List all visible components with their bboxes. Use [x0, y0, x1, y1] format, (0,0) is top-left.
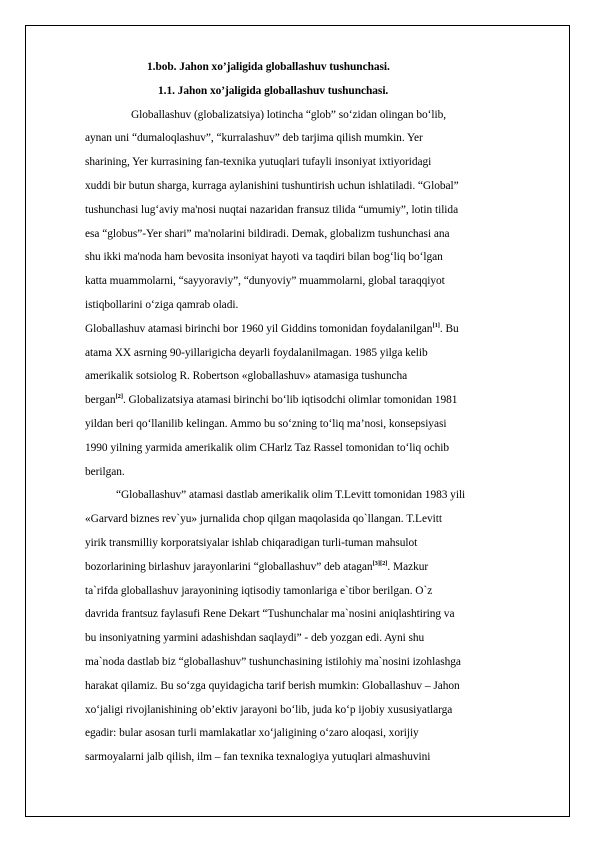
- paragraph-line: ma`noda dastlab biz “globallashuv” tushunchasining istilohiy ma`nosini izohlashga: [85, 655, 461, 668]
- paragraph-line: bu insoniyatning yarmini adashishdan saqlaydi” - deb yozgan edi. Ayni shu: [85, 632, 425, 645]
- section-title: 1.1. Jahon xo’jaligida globallashuv tushunchasi.: [158, 84, 389, 97]
- paragraph-text: bergan: [85, 394, 116, 407]
- footnote-ref-2[interactable]: [2]: [115, 393, 123, 401]
- paragraph-text: bozorlarining birlashuv jarayonlarini “globallashuv” deb atagan: [85, 560, 373, 573]
- paragraph-line: amerikalik sotsiolog R. Robertson «globallashuv» atamasiga tushuncha: [85, 370, 408, 383]
- paragraph-line: xuddi bir butun sharga, kurraga aylanishini tushuntirish uchun ishlatiladi. “Global”: [85, 179, 459, 192]
- paragraph-line: tushunchasi lug‘aviy ma'nosi nuqtai nazaridan fransuz tilida “umumiy”, lotin tilida: [85, 203, 459, 216]
- paragraph-line: atama XX asrning 90-yillarigicha deyarli foydalanilmagan. 1985 yilga kelib: [85, 346, 428, 359]
- paragraph-line: katta muammolarni, “sayyoraviy”, “dunyoviy” muammolarni, global taraqqiyot: [85, 275, 445, 288]
- paragraph-text: . Globalizatsiya atamasi birinchi bo‘lib iqtisodchi olimlar tomonidan 1981: [122, 394, 458, 407]
- paragraph-line: esa “globus”-Yer shari” ma'nolarini bildiradi. Demak, globalizm tushunchasi ana: [85, 227, 450, 240]
- paragraph-line: davrida frantsuz faylasufi Rene Dekart “Tushunchalar ma`nosini aniqlashtiring va: [85, 608, 455, 621]
- paragraph-line: [85, 556, 557, 580]
- paragraph-line: yildan beri qo‘llanilib kelingan. Ammo bu so‘zning to‘liq ma’nosi, konsepsiyasi: [85, 417, 447, 430]
- footnote-ref-3[interactable]: [3][2]: [372, 559, 388, 567]
- footnote-ref-1[interactable]: [1]: [432, 321, 440, 329]
- paragraph-text: . Bu: [439, 322, 459, 335]
- paragraph-3: [85, 484, 557, 770]
- paragraph-line: [85, 389, 557, 413]
- paragraph-line: aynan uni “dumaloqlashuv”, “kurralashuv” deb tarjima qilish mumkin. Yer: [85, 132, 423, 145]
- paragraph-line: xo‘jaligi rivojlanishining ob’ektiv jarayoni bo‘lib, juda ko‘p ijobiy xususiyatlarga: [85, 703, 453, 716]
- paragraph-text: . Mazkur: [387, 560, 429, 573]
- paragraph-1: [85, 104, 557, 318]
- paragraph-line: sharining, Yer kurrasining fan-texnika yutuqlari tufayli insoniyat ixtiyoridagi: [85, 156, 432, 169]
- paragraph-line: Globallashuv (globalizatsiya) lotincha “glob” so‘zidan olingan bo‘lib,: [131, 108, 447, 121]
- paragraph-line: berilgan.: [85, 465, 125, 478]
- paragraph-line: 1990 yilning yarmida amerikalik olim CHarlz Taz Rassel tomonidan to‘liq ochib: [85, 441, 449, 454]
- paragraph-line: istiqbollarini o‘ziga qamrab oladi.: [85, 298, 239, 311]
- paragraph-line: harakat qilamiz. Bu so‘zga quyidagicha tarif berish mumkin: Globallashuv – Jahon: [85, 679, 460, 692]
- chapter-title: 1.bob. Jahon xo’jaligida globallashuv tushunchasi.: [147, 61, 390, 73]
- paragraph-line: egadir: bular asosan turli mamlakatlar xo‘jaligining o‘zaro aloqasi, xorijiy: [85, 727, 419, 740]
- paragraph-line: “Globallashuv” atamasi dastlab amerikalik olim T.Levitt tomonidan 1983 yili: [116, 489, 466, 502]
- paragraph-line: ta`rifda globallashuv jarayonining iqtisodiy tamonlariga e`tibor berilgan. O`z: [85, 584, 433, 597]
- paragraph-line: [85, 318, 557, 342]
- paragraph-line: sarmoyalarni jalb qilish, ilm – fan texnika texnalogiya yutuqlari almashuvini: [85, 751, 431, 764]
- paragraph-line: shu ikki ma'noda ham bevosita insoniyat hayoti va taqdiri bilan bog‘liq bo‘lgan: [85, 251, 443, 264]
- paragraph-2: [85, 318, 557, 485]
- document-body: [85, 56, 557, 770]
- paragraph-line: yirik transmilliy korporatsiyalar ishlab chiqaradigan turli-tuman mahsulot: [85, 536, 418, 549]
- paragraph-line: «Garvard biznes rev`yu» jurnalida chop qilgan maqolasida qo`llangan. T.Levitt: [85, 513, 442, 526]
- paragraph-text: Globallashuv atamasi birinchi bor 1960 yil Giddins tomonidan foydalanilgan: [85, 322, 433, 335]
